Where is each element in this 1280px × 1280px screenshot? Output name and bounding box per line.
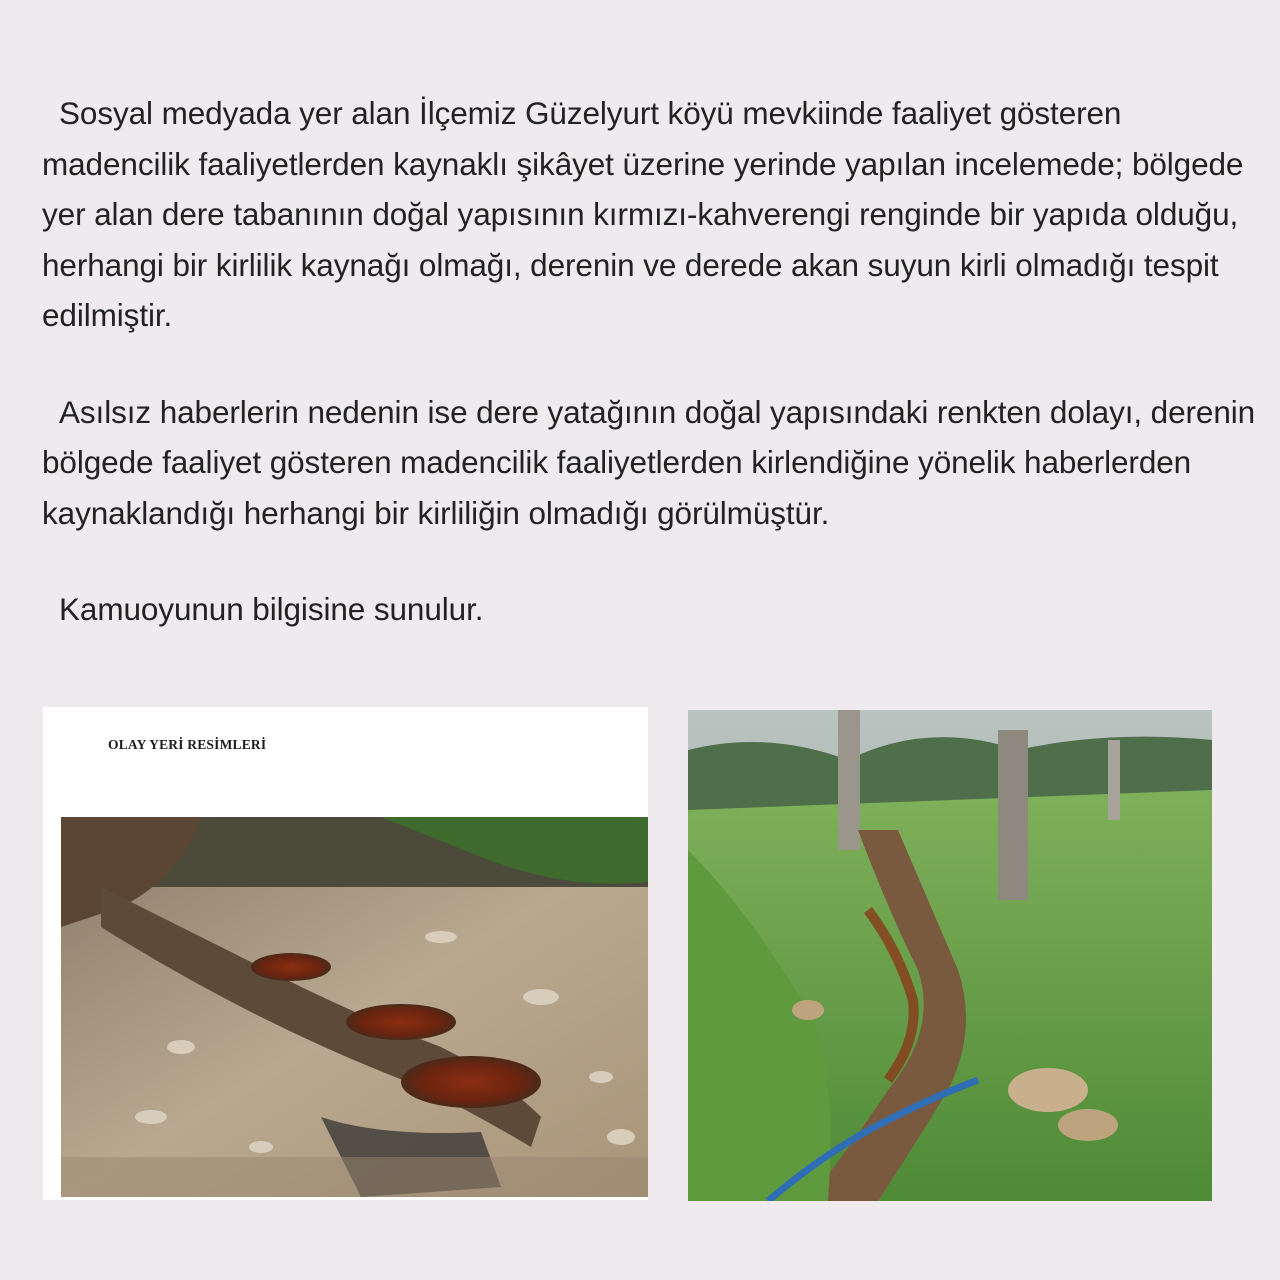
announcement-text	[42, 88, 1262, 635]
photo-caption: OLAY YERİ RESİMLERİ	[108, 737, 267, 752]
paragraph-findings: Sosyal medyada yer alan İlçemiz Güzelyurt köyü mevkiinde faaliyet gösteren madencilik faaliyetlerden kaynaklı şikâyet üzerine yerinde yapılan incelemede; bölgede yer alan dere tabanının doğal yapısının kırmızı-kahverengi renginde bir yapıda olduğu, herhangi bir kirlilik kaynağı olmağı, derenin ve derede akan suyun kirli olmadığı tespit edilmiştir.	[42, 95, 1244, 333]
incident-scene-photo-left	[43, 707, 648, 1200]
paragraph-explanation: Asılsız haberlerin nedenin ise dere yatağının doğal yapısındaki renkten dolayı, derenin bölgede faaliyet gösteren madencilik faaliyetlerden kirlendiğine yönelik haberlerden kaynaklandığı herhangi bir kirliliğin olmadığı görülmüştür.	[42, 393, 1256, 531]
paragraph-closing: Kamuoyunun bilgisine sunulur.	[59, 591, 484, 627]
rocky-stream-bed-image	[61, 817, 648, 1197]
incident-scene-photo-right	[688, 710, 1212, 1201]
meadow-stream-image	[688, 710, 1212, 1201]
